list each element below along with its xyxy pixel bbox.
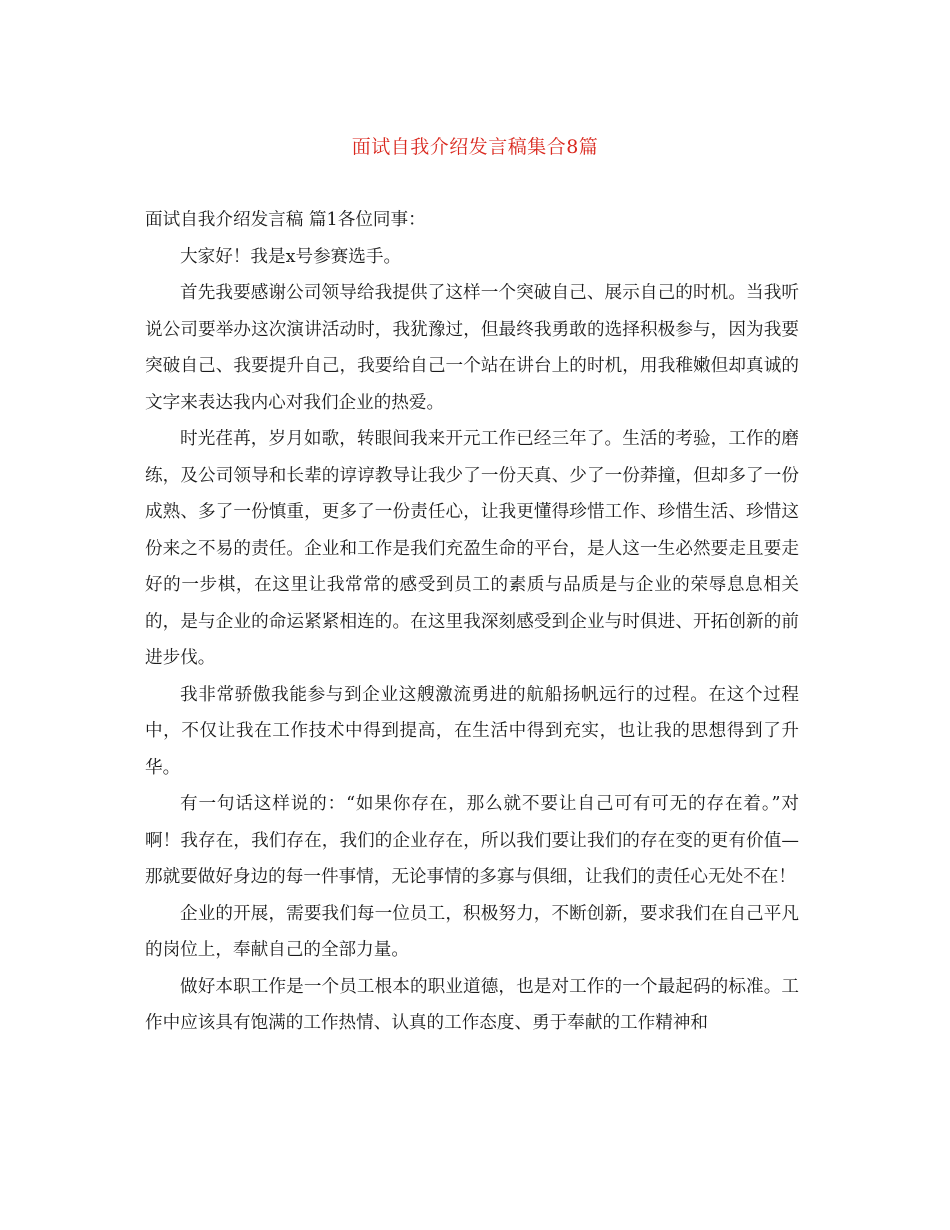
- document-title: 面试自我介绍发言稿集合8篇: [351, 136, 599, 158]
- body-paragraph-6: 有一句话这样说的：“如果你存在，那么就不要让自己可有可无的存在着。”对啊！我存在，我们存在，我们的企业存在，所以我们要让我们的存在变的更有价值—那就要做好身边的每一件事情，无论事情的多寡与俱细，让我们的责任心无处不在！: [145, 794, 799, 887]
- body-paragraph-8: 做好本职工作是一个员工根本的职业道德，也是对工作的一个最起码的标准。工作中应该具有饱满的工作热情、认真的工作态度、勇于奉献的工作精神和: [145, 976, 799, 1033]
- body-paragraph-4: 时光荏苒，岁月如歌，转眼间我来开元工作已经三年了。生活的考验，工作的磨练，及公司领导和长辈的谆谆教导让我少了一份天真、少了一份莽撞，但却多了一份成熟、多了一份慎重，更多了一份责任心，让我更懂得珍惜工作、珍惜生活、珍惜这份来之不易的责任。企业和工作是我们充盈生命的平台，是人这一生必然要走且要走好的一步棋，在这里让我常常的感受到员工的素质与品质是与企业的荣辱息息相关的，是与企业的命运紧紧相连的。在这里我深刻感受到企业与时俱进、开拓创新的前进步伐。: [145, 429, 799, 668]
- body-paragraph-3: 首先我要感谢公司领导给我提供了这样一个突破自己、展示自己的时机。当我听说公司要举办这次演讲活动时，我犹豫过，但最终我勇敢的选择积极参与，因为我要突破自己、我要提升自己，我要给自己一个站在讲台上的时机，用我稚嫩但却真诚的文字来表达我内心对我们企业的热爱。: [145, 283, 799, 413]
- body-paragraph-2: 大家好！我是x号参赛选手。: [180, 246, 402, 267]
- body-paragraph-1: 面试自我介绍发言稿 篇1各位同事：: [145, 210, 426, 230]
- body-paragraph-5: 我非常骄傲我能参与到企业这艘激流勇进的航船扬帆远行的过程。在这个过程中，不仅让我在工作技术中得到提高，在生活中得到充实，也让我的思想得到了升华。: [145, 684, 799, 778]
- body-paragraph-7: 企业的开展，需要我们每一位员工，积极努力，不断创新，要求我们在自己平凡的岗位上，奉献自己的全部力量。: [145, 903, 799, 960]
- document-body: [145, 202, 799, 1042]
